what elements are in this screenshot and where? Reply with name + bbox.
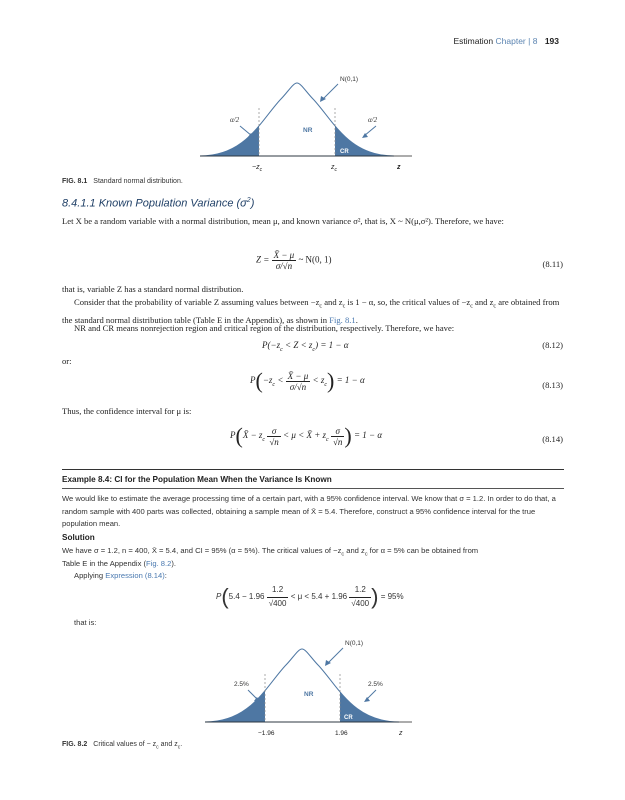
- equation-8-13: $P(-z_c$ < $\frac{X̄ - \mu}{\sigma/√n}$ < $z_c) = 1 - \alpha$: [250, 368, 365, 393]
- header-chapter: Chapter | 8: [495, 36, 538, 46]
- equation-label-8-12: (8.12): [542, 340, 563, 350]
- tick-z: z: [397, 164, 401, 171]
- paragraph-5: Thus, the confidence interval for μ is:: [62, 406, 192, 416]
- paragraph-1: Let X be a random variable with a normal distribution, mean μ, and known variance σ², that is, X ~ N(μ,σ²). Therefore, we have:: [62, 216, 504, 226]
- label-nr: NR: [303, 127, 313, 134]
- link-fig-8-1[interactable]: Fig. 8.1: [329, 314, 356, 325]
- label-alpha-left: α/2: [230, 116, 240, 124]
- example-title: Example 8.4: CI for the Population Mean When the Variance Is Known: [62, 475, 332, 484]
- figure-8-1-caption: FIG. 8.1 Standard normal distribution.: [62, 178, 183, 185]
- tick-zc: $z_c$: [331, 164, 337, 173]
- label-cr-right: CR: [344, 715, 353, 721]
- solution-paragraph-1: We have σ = 1.2, n = 400, X̄ = 5.4, and CI = 95% (α = 5%). The critical values of $-z_c$ and $z_c$ for α = 5% can be obtained from: [62, 546, 479, 558]
- tick-neg: −1.96: [258, 730, 275, 737]
- figure-8-2: [200, 634, 425, 744]
- header-section: Estimation: [453, 36, 494, 46]
- section-heading: 8.4.1.1 Known Population Variance $(\sigma^2)$: [62, 197, 255, 210]
- paragraph-2: that is, variable Z has a standard normal distribution.: [62, 284, 244, 294]
- label-right-pct: 2.5%: [368, 681, 383, 688]
- equation-8-14: P(X̄ − $z_c$ $\frac{\sigma}{√n}$ < μ < X̄ + $z_c$ $\frac{\sigma}{√n}$ ) = 1 − α: [230, 423, 383, 448]
- equation-label-8-11: (8.11): [542, 259, 563, 269]
- label-alpha-right: α/2: [368, 116, 378, 124]
- label-n01: N(0,1): [340, 76, 359, 83]
- figure-8-2-caption: FIG. 8.2 Critical values of − $z_c$ and $z_c$.: [62, 741, 183, 751]
- figure-8-1: [200, 70, 425, 178]
- equation-label-8-13: (8.13): [542, 380, 563, 390]
- equation-label-8-14: (8.14): [542, 434, 563, 444]
- label-cr-right: CR: [340, 149, 349, 155]
- tick-neg-zc: $-z_c$: [252, 164, 263, 173]
- example-body: We would like to estimate the average processing time of a certain part, with a 95% confidence interval. We know that σ = 1.2. In order to do that, a random sample with 400 parts was collected, obtaining a sample mean of X̄ = 5.4. Therefore, construct a 95% confidence interval for the true population mean.: [62, 494, 556, 528]
- tick-pos: 1.96: [335, 730, 348, 737]
- paragraph-3: Consider that the probability of variable Z assuming values between $-z_c$ and $z_c$ is 1 − α, so, the critical values of $-z_c$ and $z_c$ are obtained from the standard normal distribution table (Table E in the Appendix), as shown in Fig. 8.1.: [62, 297, 560, 325]
- page-number: 193: [544, 36, 559, 46]
- solution-paragraph-3: Applying Expression (8.14):: [74, 571, 167, 580]
- running-header: [453, 36, 559, 46]
- solution-paragraph-2: Table E in the Appendix (Fig. 8.2).: [62, 559, 176, 568]
- solution-label: Solution: [62, 533, 95, 542]
- label-nr: NR: [304, 691, 314, 698]
- paragraph-4: NR and CR means nonrejection region and critical region of the distribution, respectively. Therefore, we have:: [74, 323, 455, 333]
- equation-8-11: Z = $\frac{X̄ - \mu}{\sigma/√n}$ ~ N(0, 1): [256, 250, 332, 271]
- label-cr-left: CR: [269, 715, 278, 721]
- link-fig-8-2[interactable]: Fig. 8.2: [146, 559, 172, 568]
- link-expression-8-14[interactable]: Expression (8.14): [105, 571, 165, 580]
- equation-8-12: $P(-z_c < Z < z_c) = 1 - \alpha$: [262, 340, 349, 353]
- example-rule-mid: [62, 488, 564, 489]
- tick-z: z: [399, 730, 403, 737]
- label-n01: N(0,1): [345, 640, 364, 647]
- example-equation: P(5.4 − 1.96 $\frac{1.2}{√400}$ < μ < 5.4 + 1.96 $\frac{1.2}{√400}$ ) = 95%: [216, 583, 404, 609]
- that-is-label: that is:: [74, 618, 97, 627]
- example-rule-top: [62, 469, 564, 470]
- or-label: or:: [62, 356, 72, 366]
- label-cr-left: CR: [264, 149, 273, 155]
- label-left-pct: 2.5%: [234, 681, 249, 688]
